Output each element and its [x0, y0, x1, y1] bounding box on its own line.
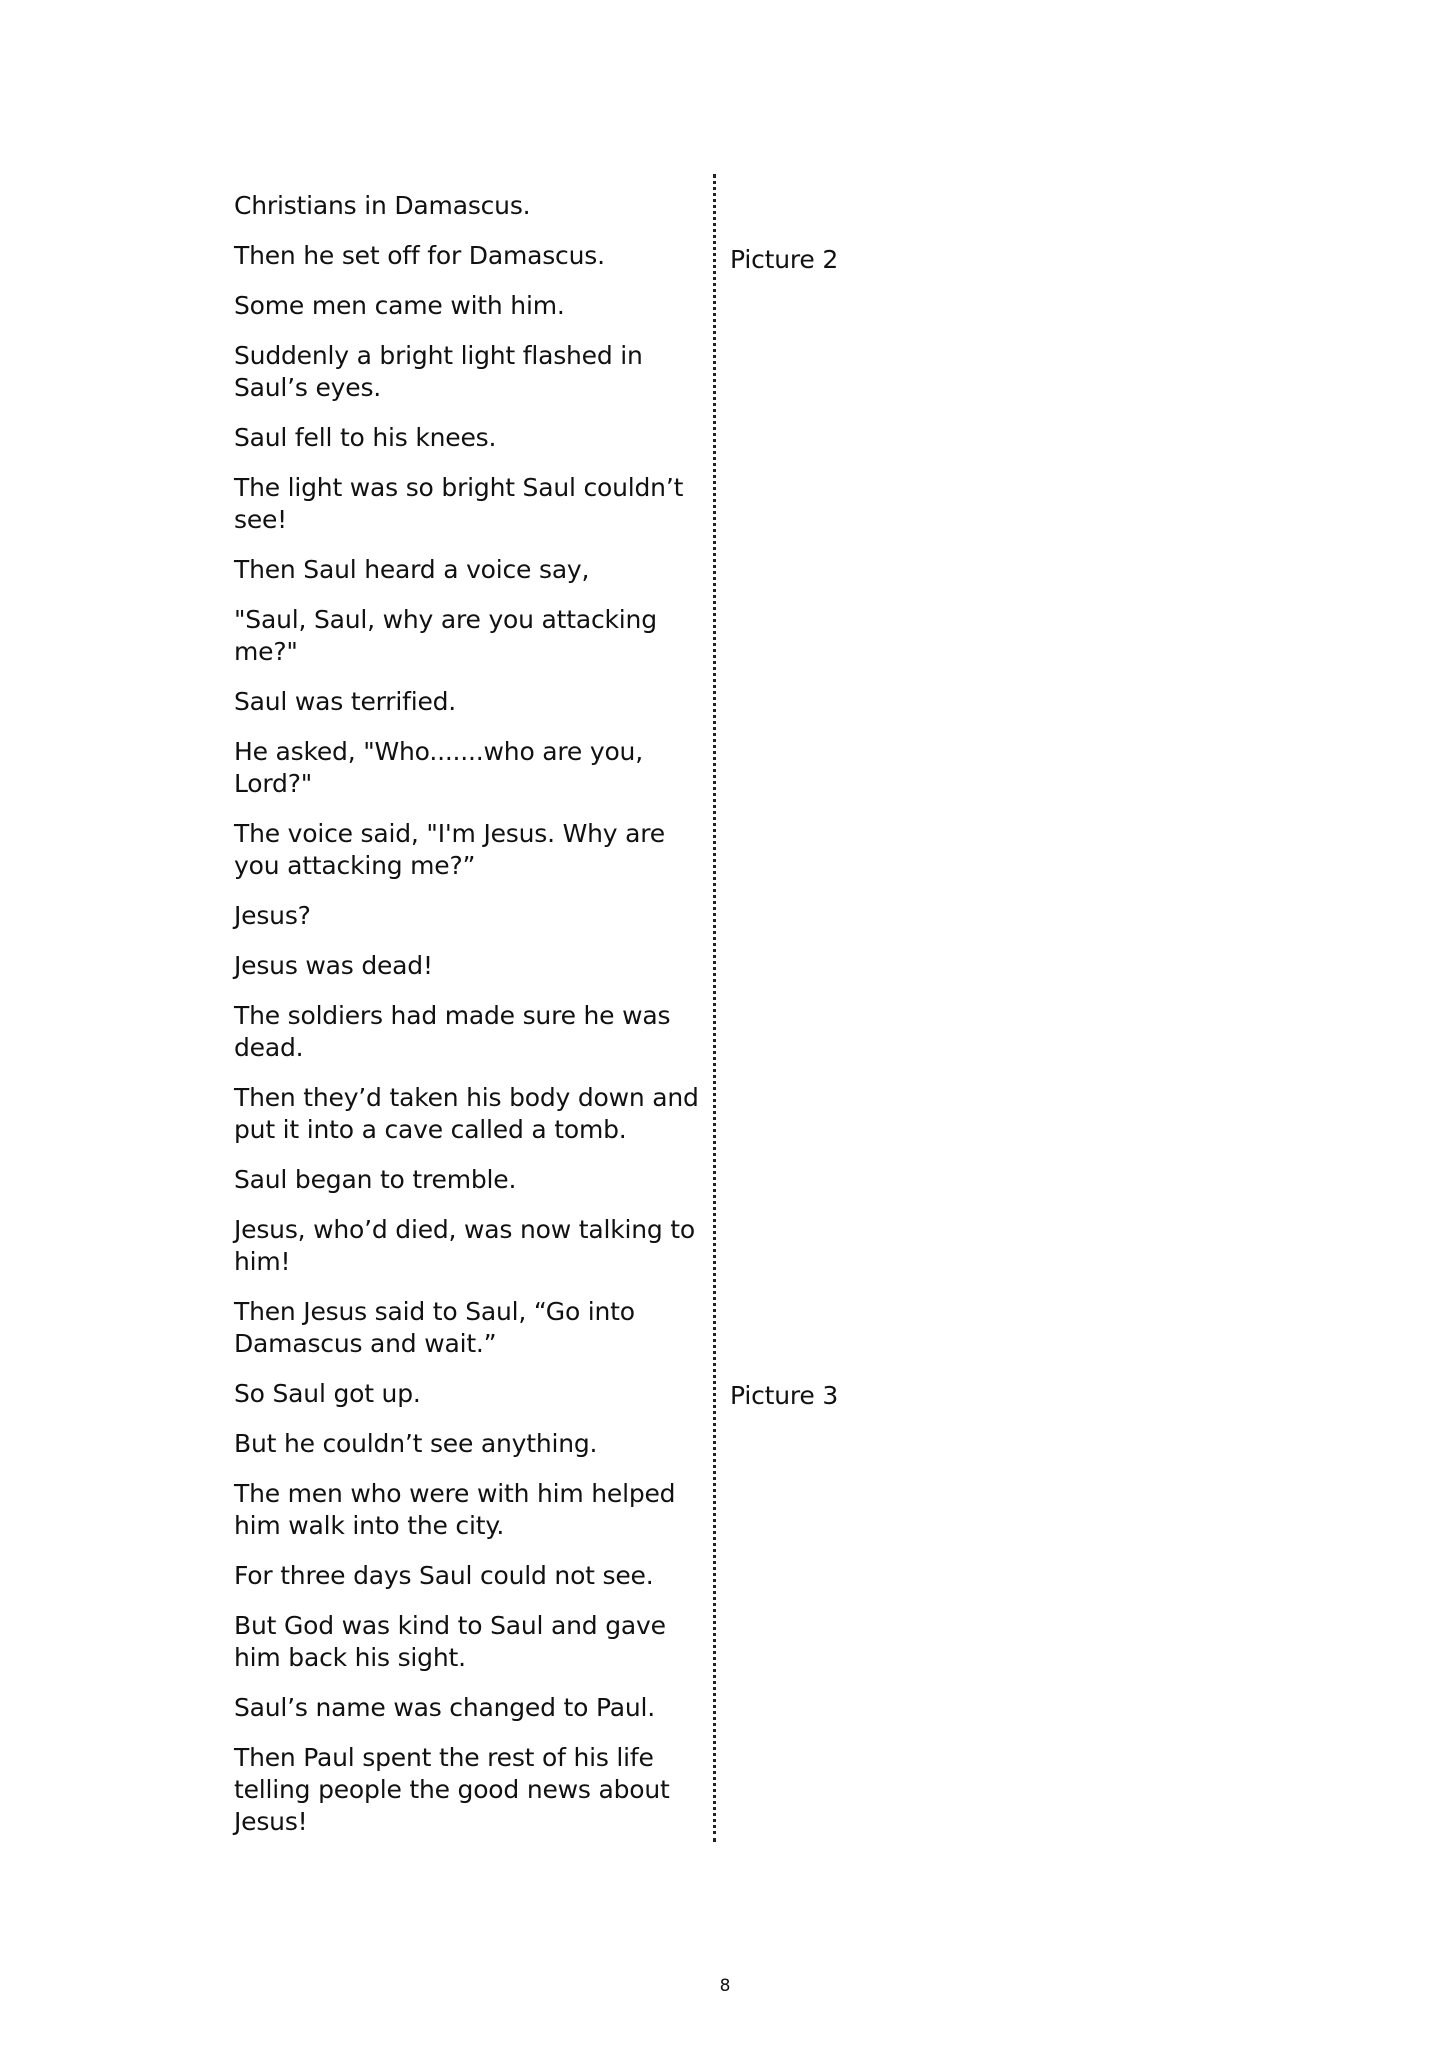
picture-2-label: Picture 2 — [730, 245, 839, 274]
story-line: Saul was terrified. — [234, 687, 457, 716]
story-line: Jesus, who’d died, was now talking to him! — [234, 1215, 695, 1276]
story-line: He asked, "Who.......who are you, Lord?" — [234, 737, 643, 798]
story-line: The light was so bright Saul couldn’t see! — [234, 473, 684, 534]
story-line: Saul fell to his knees. — [234, 423, 497, 452]
story-line: Saul’s name was changed to Paul. — [234, 1693, 655, 1722]
story-line: The soldiers had made sure he was dead. — [234, 1001, 671, 1062]
story-line: "Saul, Saul, why are you attacking me?" — [234, 605, 657, 666]
story-line: But God was kind to Saul and gave him back his sight. — [234, 1611, 666, 1672]
story-line: Then Paul spent the rest of his life telling people the good news about Jesus! — [234, 1743, 670, 1836]
story-line: So Saul got up. — [234, 1379, 421, 1408]
page-number: 8 — [719, 1976, 731, 1996]
story-line: Jesus? — [234, 901, 311, 930]
story-line: Saul began to tremble. — [234, 1165, 517, 1194]
column-divider — [713, 174, 716, 1842]
story-line: Then Saul heard a voice say, — [234, 555, 590, 584]
story-line: The men who were with him helped him walk into the city. — [234, 1479, 676, 1540]
picture-3-label: Picture 3 — [730, 1381, 839, 1410]
story-line: Some men came with him. — [234, 291, 565, 320]
story-line: Christians in Damascus. — [234, 191, 531, 220]
story-line: Suddenly a bright light flashed in Saul’s eyes. — [234, 341, 643, 402]
story-line: Then he set off for Damascus. — [234, 241, 605, 270]
story-text-column — [234, 190, 704, 1856]
story-line: Then they’d taken his body down and put it into a cave called a tomb. — [234, 1083, 699, 1144]
story-line: Jesus was dead! — [234, 951, 433, 980]
story-line: For three days Saul could not see. — [234, 1561, 654, 1590]
story-line: But he couldn’t see anything. — [234, 1429, 598, 1458]
story-line: Then Jesus said to Saul, “Go into Damascus and wait.” — [234, 1297, 635, 1358]
story-line: The voice said, "I'm Jesus. Why are you attacking me?” — [234, 819, 665, 880]
